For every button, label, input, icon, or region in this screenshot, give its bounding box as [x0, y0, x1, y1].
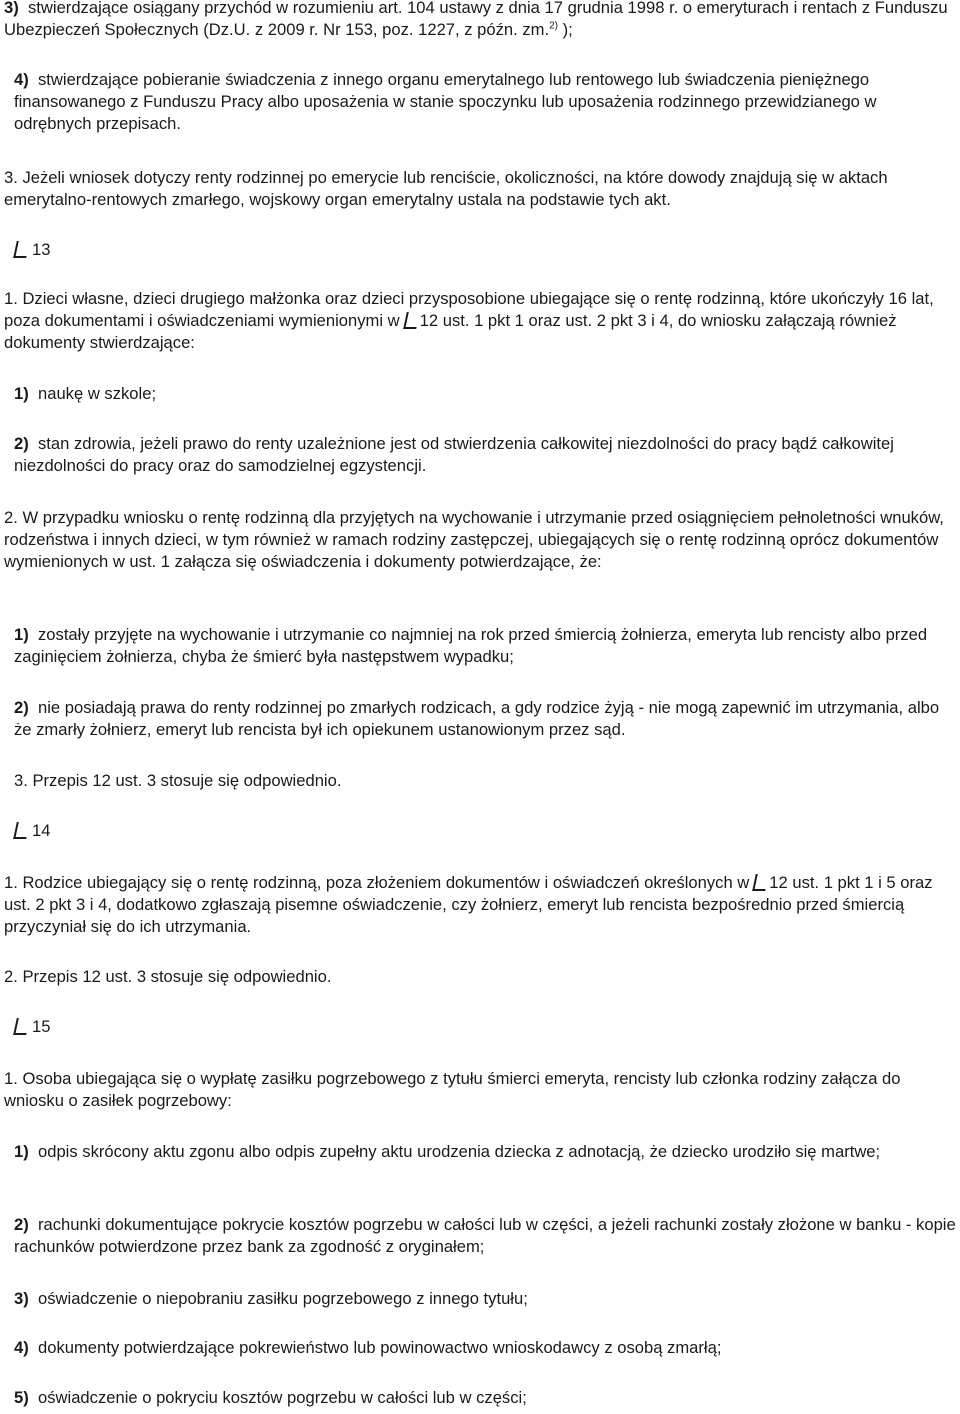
section-sign-icon	[14, 822, 25, 838]
paragraph-text: 3. Jeżeli wniosek dotyczy renty rodzinnej po emerycie lub renciście, okoliczności, na które dowody znajdują się w aktach emerytalno-rentowych zmarłego, wojskowy organ emerytalny ustala na podstawie tych akt.	[4, 168, 888, 209]
footnote-ref: 2)	[549, 20, 559, 32]
item-number: 5)	[14, 1388, 29, 1407]
item-text: oświadczenie o pokryciu kosztów pogrzebu w całości lub w części;	[38, 1388, 527, 1407]
item-text: odpis skrócony aktu zgonu albo odpis zupełny aktu urodzenia dziecka z adnotacją, że dziecko urodziło się martwe;	[38, 1142, 881, 1161]
item-number: 4)	[14, 70, 29, 89]
item-number: 1)	[14, 1142, 29, 1161]
paragraph-14-ust2	[4, 966, 956, 988]
paragraph-15-ust1-item1	[14, 1141, 956, 1163]
paragraph-15-ust1	[4, 1068, 956, 1112]
item-text-end: );	[558, 20, 573, 39]
paragraph-12-ust2-item3	[4, 0, 956, 41]
section-number: 14	[32, 821, 51, 840]
paragraph-text: 1. Rodzice ubiegający się o rentę rodzinną, poza złożeniem dokumentów i oświadczeń określonych w	[4, 873, 750, 892]
paragraph-text-cont: 12 ust. 1 pkt 1 oraz ust. 2 pkt 3 i 4, do wniosku załączają również dokumenty stwierdzające:	[4, 311, 897, 352]
item-text: rachunki dokumentujące pokrycie kosztów pogrzebu w całości lub w części, a jeżeli rachunki zostały złożone w banku - kopie rachunków potwierdzone przez bank za zgodność z oryginałem;	[14, 1215, 956, 1256]
item-number: 3)	[14, 1289, 29, 1308]
section-number: 15	[32, 1017, 51, 1036]
paragraph-13-ust2	[4, 507, 956, 573]
paragraph-13-ust1-item2	[14, 433, 956, 477]
item-number: 2)	[14, 698, 29, 717]
paragraph-15-ust1-item5	[14, 1387, 956, 1409]
paragraph-text: 1. Osoba ubiegająca się o wypłatę zasiłku pogrzebowego z tytułu śmierci emeryta, rencisty lub członka rodziny załącza do wniosku o zasiłek pogrzebowy:	[4, 1069, 901, 1110]
section-heading-14	[14, 820, 114, 842]
section-sign-icon	[404, 312, 414, 328]
paragraph-text-cont: 12 ust. 1 pkt 1 i 5 oraz ust. 2 pkt 3 i 4, dodatkowo zgłaszają pisemne oświadczenie, czy żołnierz, emeryt lub rencista bezpośrednio przed śmiercią przyczyniał się do ich utrzymania.	[4, 873, 933, 936]
item-number: 3)	[4, 0, 19, 17]
item-text: oświadczenie o niepobraniu zasiłku pogrzebowego z innego tytułu;	[38, 1289, 528, 1308]
item-text: stan zdrowia, jeżeli prawo do renty uzależnione jest od stwierdzenia całkowitej niezdolności do pracy bądź całkowitej niezdolności do pracy oraz do samodzielnej egzystencji.	[14, 434, 894, 475]
item-text: stwierdzające osiągany przychód w rozumieniu art. 104 ustawy z dnia 17 grudnia 1998 r. o emeryturach i rentach z Funduszu Ubezpieczeń Społecznych (Dz.U. z 2009 r. Nr 153, poz. 1227, z późn. zm.	[4, 0, 948, 39]
paragraph-text: 2. W przypadku wniosku o rentę rodzinną dla przyjętych na wychowanie i utrzymanie przed osiągnięciem pełnoletności wnuków, rodzeństwa i innych dzieci, w tym również w ramach rodziny zastępczej, ubiegających się o rentę rodzinną oprócz dokumentów wymienionych w ust. 1 załącza się oświadczenia i dokumenty potwierdzające, że:	[4, 508, 944, 571]
item-text: dokumenty potwierdzające pokrewieństwo lub powinowactwo wnioskodawcy z osobą zmarłą;	[38, 1338, 722, 1357]
section-heading-15	[14, 1016, 114, 1038]
section-sign-icon	[14, 1018, 25, 1034]
item-number: 1)	[14, 625, 29, 644]
paragraph-13-ust2-item1	[14, 624, 956, 668]
paragraph-13-ust1	[4, 288, 956, 354]
section-sign-icon	[14, 241, 25, 257]
section-number: 13	[32, 240, 51, 259]
item-number: 1)	[14, 384, 29, 403]
paragraph-text: 3. Przepis 12 ust. 3 stosuje się odpowiednio.	[14, 771, 342, 790]
paragraph-13-ust2-item2	[14, 697, 956, 741]
paragraph-15-ust1-item3	[14, 1288, 956, 1310]
item-number: 2)	[14, 1215, 29, 1234]
paragraph-text: 2. Przepis 12 ust. 3 stosuje się odpowiednio.	[4, 967, 332, 986]
section-sign-icon	[753, 874, 763, 890]
item-text: zostały przyjęte na wychowanie i utrzymanie co najmniej na rok przed śmiercią żołnierza, emeryta lub rencisty albo przed zaginięciem żołnierza, chyba że śmierć była następstwem wypadku;	[14, 625, 928, 666]
paragraph-15-ust1-item2	[14, 1214, 956, 1258]
item-number: 4)	[14, 1338, 29, 1357]
paragraph-13-ust1-item1	[14, 383, 956, 405]
item-text: nie posiadają prawa do renty rodzinnej po zmarłych rodzicach, a gdy rodzice żyją - nie mogą zapewnić im utrzymania, albo że zmarły żołnierz, emeryt lub rencista był ich opiekunem ustanowionym przez sąd.	[14, 698, 940, 739]
paragraph-15-ust1-item4	[14, 1337, 956, 1359]
paragraph-text: 1. Dzieci własne, dzieci drugiego małżonka oraz dzieci przysposobione ubiegające się o rentę rodzinną, które ukończyły 16 lat, poza dokumentami i oświadczeniami wymienionymi w	[4, 289, 934, 330]
paragraph-12-ust3	[4, 167, 956, 211]
section-heading-13	[14, 239, 114, 261]
paragraph-12-ust2-item4	[14, 69, 956, 135]
item-number: 2)	[14, 434, 29, 453]
paragraph-13-ust3	[14, 770, 956, 792]
item-text: stwierdzające pobieranie świadczenia z innego organu emerytalnego lub rentowego lub świadczenia pieniężnego finansowanego z Funduszu Pracy albo uposażenia w stanie spoczynku lub uposażenia rodzinnego przewidzianego w odrębnych przepisach.	[14, 70, 877, 133]
item-text: naukę w szkole;	[38, 384, 157, 403]
paragraph-14-ust1	[4, 872, 956, 938]
